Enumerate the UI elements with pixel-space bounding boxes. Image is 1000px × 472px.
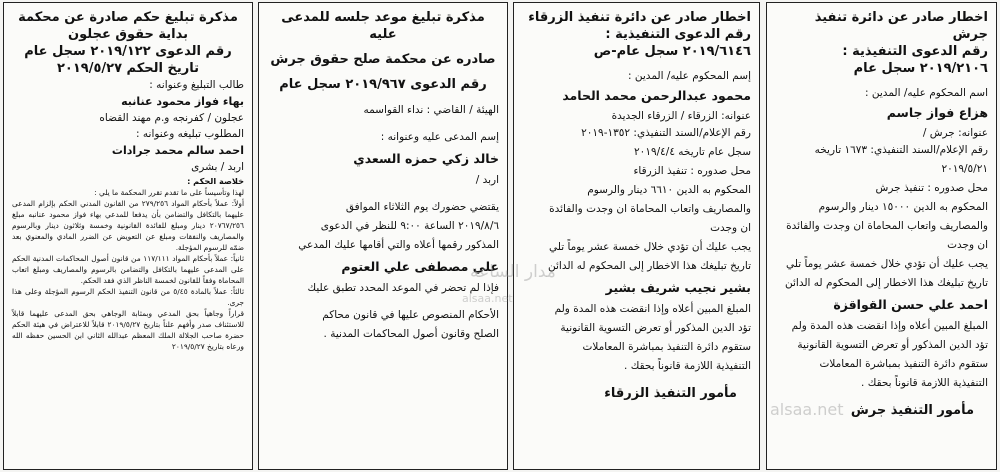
debtor-address: عنوانه: جرش / bbox=[922, 127, 988, 139]
notice-jerash-execution bbox=[766, 2, 997, 470]
notice-case-number: رقم الدعوى ٢٠١٩/١٢٢ سجل عام bbox=[24, 44, 232, 59]
creditor-name: بشير نجيب شريف بشير bbox=[605, 280, 751, 295]
judgment-paragraph-4: قراراً وجاهياً بحق المدعي وبمثابة الوجاهي بحق المدعى عليهما قابلاً للاستئناف صدر وأفهم علناً بتاريخ ٢٠١٩/٥/٢٧ قابلاً للاعتراض في هيئة الحكم حضرة صاحب الجلالة الملك المعظم عبدالله الثاني ابن الحسين حفظه الله ورعاه بتاريخ ٢٠١٩/٥/٢٧ bbox=[12, 309, 244, 351]
debtor-name: هزاع فواز جاسم bbox=[886, 105, 988, 120]
session-plaintiff-intro: المذكور رقمها أعلاه والتي أقامها عليك المدعي bbox=[298, 239, 499, 251]
notice-title: اخطار صادر عن دائرة تنفيذ جرش bbox=[814, 10, 988, 42]
warning-text-3: الصلح وقانون أصول المحاكمات المدنية . bbox=[323, 328, 499, 340]
requester-label: طالب التبليغ وعنوانه : bbox=[149, 79, 244, 91]
plaintiff-name: علي مصطفى علي العتوم bbox=[341, 259, 499, 274]
judgment-paragraph-intro: لهذا وتأسيساً على ما تقدم تقرر المحكمة ما يلي : bbox=[94, 188, 244, 197]
payment-instruction: يجب عليك أن تؤدي خلال خمسة عشر يوماً تلي bbox=[548, 241, 751, 253]
warning-text-3: ستقوم دائرة التنفيذ بمباشرة المعاملات bbox=[819, 358, 988, 370]
debtor-name: محمود عبدالرحمن محمد الحامد bbox=[562, 88, 751, 103]
judgment-amount: المحكوم به الدين ١٥٠٠٠ دينار والرسوم bbox=[818, 201, 988, 213]
notice-jerash-court-session bbox=[258, 2, 508, 470]
debtor-address: عنوانه: الزرقاء / الزرقاء الجديدة bbox=[611, 110, 751, 122]
payment-instruction-2: تاريخ تبليغك هذا الاخطار إلى المحكوم له الدائن bbox=[785, 277, 988, 289]
watermark-site-2: alsaa.net bbox=[770, 400, 844, 419]
payment-instruction-2: تاريخ تبليغك هذا الاخطار إلى المحكوم له الدائن bbox=[548, 260, 751, 272]
watermark-site: alsaa.net bbox=[462, 292, 513, 305]
requester-address: عجلون / كفرنجه و.م مهند القضاه bbox=[99, 112, 244, 124]
debtor-label: اسم المحكوم عليه/ المدين : bbox=[865, 87, 988, 99]
signature: مأمور التنفيذ جرش bbox=[850, 403, 974, 418]
deed-origin: محل صدوره : تنفيذ جرش bbox=[875, 182, 988, 194]
defendant-address: اربد / bbox=[475, 174, 499, 186]
notice-case-label: رقم الدعوى التنفيذية : bbox=[605, 27, 751, 42]
deed-origin: محل صدوره : تنفيذ الزرقاء bbox=[633, 165, 751, 177]
respondent-address: اربد / بشرى bbox=[191, 161, 244, 173]
warning-text-1: المبلغ المبين أعلاه وإذا انقضت هذه المدة ولم bbox=[554, 303, 751, 315]
notice-case-label: رقم الدعوى التنفيذية : bbox=[842, 44, 988, 59]
signature: مأمور التنفيذ الزرقاء bbox=[604, 386, 737, 401]
watermark-arabic: مدار الساعة bbox=[470, 262, 556, 282]
judgment-interest: ان وجدت bbox=[710, 222, 751, 234]
judgment-paragraph-3: ثالثاً: عملاً بالمادة ٥/٤٥ من قانون التنفيذ الحكم الرسوم المؤجلة وعلى هذا جرى. bbox=[12, 287, 244, 307]
judgment-paragraph-2: ثانياً: عملاً بأحكام المواد ١١٧/١١١ من قانون أصول المحاكمات المدنية الحكم على المدعى عليهما بالتكافل والتضامن بالرسوم والمصاريف ومبلغ اتعاب المحاماة وفقاً للقانون لخمسة الناظر الذي فقد الحكم. bbox=[12, 254, 244, 285]
warning-text-1: المبلغ المبين أعلاه وإذا انقضت هذه المدة ولم bbox=[791, 320, 988, 332]
notice-case-number: رقم الدعوى ٢٠١٩/٩٦٧ سجل عام bbox=[279, 77, 487, 92]
notice-case-number: ٢٠١٩/٢١٠٦ سجل عام bbox=[853, 61, 988, 76]
judgment-amount: المحكوم به الدين ٦٦١٠ دينار والرسوم bbox=[587, 184, 751, 196]
notice-zarqa-execution bbox=[513, 2, 760, 470]
creditor-name: احمد علي حسن القواقزة bbox=[833, 297, 988, 312]
requester-name: بهاء فواز محمود عنانبه bbox=[121, 95, 244, 108]
session-date: ٢٠١٩/٨/٦ الساعة ٩:٠٠ للنظر في الدعوى bbox=[320, 220, 499, 232]
warning-text-2: الأحكام المنصوص عليها في قانون محاكم bbox=[322, 309, 499, 321]
defendant-name: خالد زكي حمزه السعدي bbox=[353, 151, 499, 166]
payment-instruction: يجب عليك أن تؤدي خلال خمسة عشر يوماً تلي bbox=[785, 258, 988, 270]
notice-title: مذكرة تبليغ حكم صادرة عن محكمة bbox=[18, 10, 238, 25]
judgment-fees: والمصاريف واتعاب المحاماة ان وجدت والفائدة bbox=[549, 203, 751, 215]
deed-number: رقم الإعلام/السند التنفيذي: ١٦٧٣ تاريخه bbox=[814, 144, 988, 156]
warning-text-1: فإذا لم تحضر في الموعد المحدد تطبق عليك bbox=[307, 282, 499, 294]
deed-date: سجل عام تاريخه ٢٠١٩/٤/٤ bbox=[634, 146, 751, 158]
notice-ajloun-judgment bbox=[3, 2, 253, 470]
judgment-paragraph-1: أولاً: عملاً بأحكام المواد ٢٧٩/٢٥٦ من القانون المدني الحكم بإلزام المدعى عليهما بالتكافل والتضامن بأن يدفعا للمدعي بهاء فواز محمود عنانبه مبلغ ٢٠٧٦٧/٢٥٦ دينار ومبلغ للفائدة القانونية وخمسة وثلاثون دينار وبالرسوم والمصاريف والنفقات ومبلغ عن التعويض عن الضرر المادي والمعنوي بعد ضمّه للرسوم المؤجلة. bbox=[12, 199, 244, 252]
respondent-label: المطلوب تبليغه وعنوانه : bbox=[136, 128, 244, 140]
judge-name: الهيئة / القاضي : نداء القواسمه bbox=[363, 104, 499, 116]
warning-text-4: التنفيذية اللازمة قانوناً بحقك . bbox=[624, 360, 751, 372]
judgment-fees: والمصاريف واتعاب المحاماة ان وجدت والفائدة bbox=[786, 220, 988, 232]
judgment-date: تاريخ الحكم ٢٠١٩/٥/٢٧ bbox=[56, 61, 200, 76]
warning-text-2: تؤد الدين المذكور أو تعرض التسوية القانونية bbox=[797, 339, 988, 351]
debtor-label: إسم المحكوم عليه/ المدين : bbox=[628, 70, 751, 82]
warning-text-4: التنفيذية اللازمة قانوناً بحقك . bbox=[861, 377, 988, 389]
judgment-interest: ان وجدت bbox=[947, 239, 988, 251]
notice-case-number: ٢٠١٩/٦١٤٦ سجل عام-ص bbox=[593, 44, 751, 59]
notice-court: بداية حقوق عجلون bbox=[68, 27, 188, 42]
notice-title: اخطار صادر عن دائرة تنفيذ الزرقاء bbox=[528, 10, 751, 25]
respondent-name: احمد سالم محمد جرادات bbox=[111, 144, 244, 157]
deed-date: ٢٠١٩/٥/٢١ bbox=[941, 163, 988, 175]
session-notice: يقتضي حضورك يوم الثلاثاء الموافق bbox=[345, 201, 499, 213]
deed-number: رقم الإعلام/السند التنفيذي: ١٣٥٢-٢٠١٩ bbox=[581, 127, 751, 139]
warning-text-3: ستقوم دائرة التنفيذ بمباشرة المعاملات bbox=[582, 341, 751, 353]
notice-court: صادره عن محكمة صلح حقوق جرش bbox=[270, 52, 496, 67]
notice-title: مذكرة تبليغ موعد جلسه للمدعى عليه bbox=[281, 10, 485, 42]
warning-text-2: تؤد الدين المذكور أو تعرض التسوية القانونية bbox=[560, 322, 751, 334]
judgment-summary-label: خلاصة الحكم : bbox=[187, 176, 244, 186]
defendant-label: إسم المدعى عليه وعنوانه : bbox=[380, 131, 499, 143]
